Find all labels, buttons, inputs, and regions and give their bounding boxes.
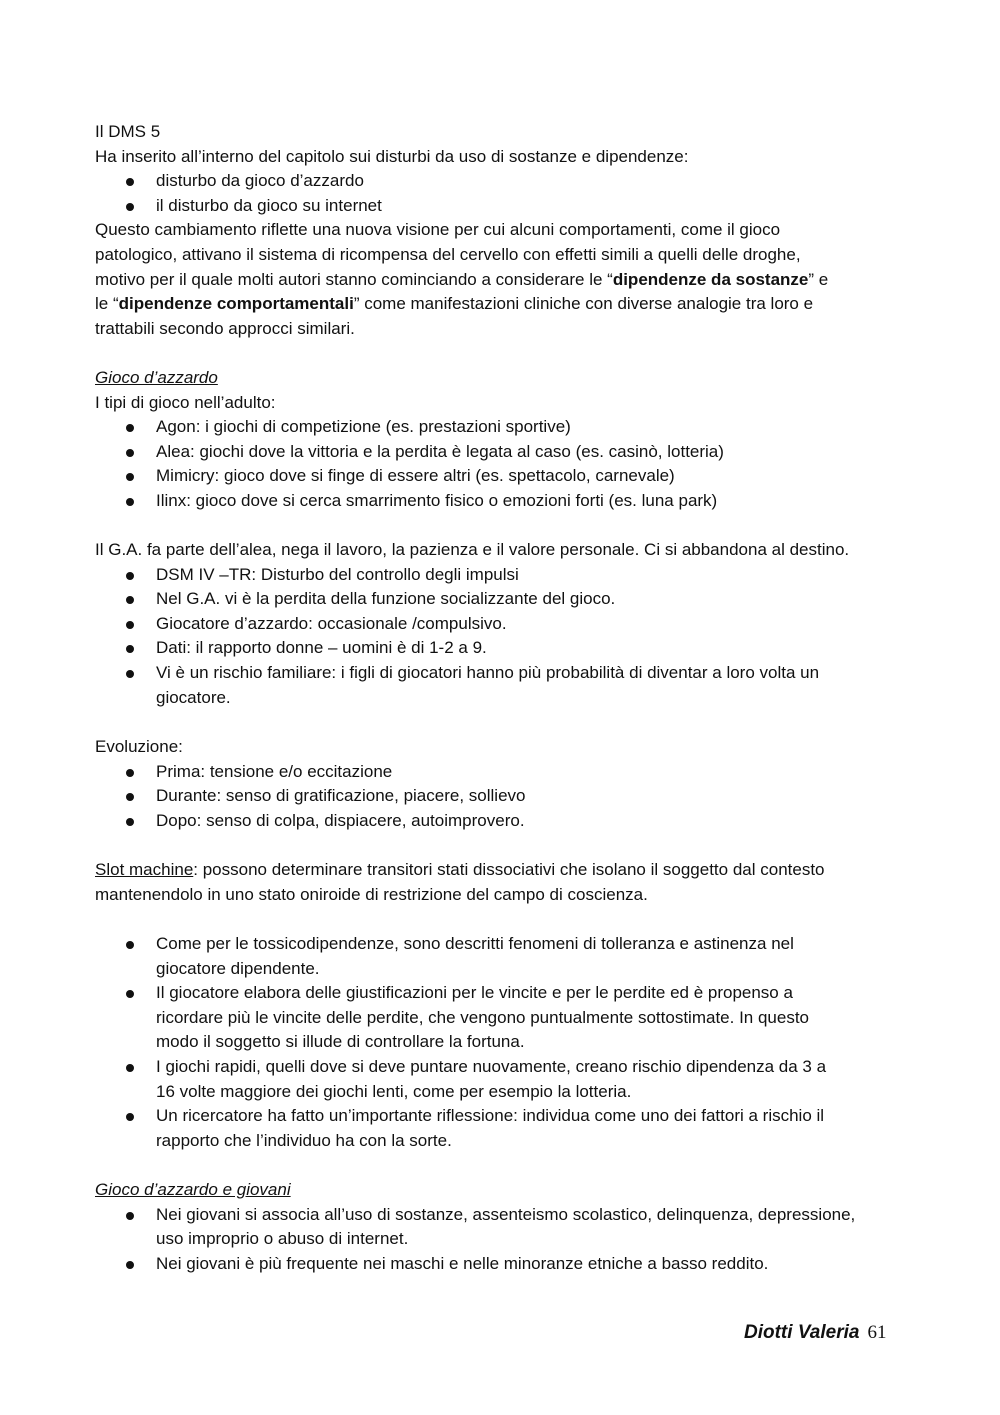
bullet-icon (126, 424, 134, 432)
list-item-continuation: modo il soggetto si illude di controllare la fortuna. (156, 1032, 525, 1052)
paragraph-line: patologico, attivano il sistema di ricompensa del cervello con effetti simili a quelli delle droghe, (95, 244, 801, 264)
list-item-continuation: ricordare più le vincite delle perdite, che vengono puntualmente sottostimate. In questo (156, 1007, 810, 1027)
section-giovani (95, 1178, 915, 1276)
list-item-continuation: giocatore. (156, 687, 231, 707)
bullet-icon (126, 818, 134, 826)
bullet-icon (126, 203, 134, 211)
paragraph-line: Il G.A. fa parte dell’alea, nega il lavoro, la pazienza e il valore personale. Ci si abbandona al destino. (95, 540, 850, 559)
section-evoluzione (95, 735, 915, 833)
list-item-continuation: uso improprio o abuso di internet. (156, 1229, 409, 1249)
bullet-icon (126, 621, 134, 629)
bullet-icon (126, 769, 134, 777)
list-item: Nei giovani è più frequente nei maschi e nelle minoranze etniche a basso reddito. (95, 1252, 915, 1277)
bullet-icon (126, 498, 134, 506)
list-item-continuation: 16 volte maggiore dei giochi lenti, come per esempio la lotteria. (156, 1081, 632, 1101)
bullet-icon (126, 596, 134, 604)
paragraph-line: mantenendolo in uno stato oniroide di restrizione del campo di coscienza. (95, 884, 648, 904)
author-name: Diotti Valeria (744, 1322, 860, 1343)
list-item: Ilinx: gioco dove si cerca smarrimento fisico o emozioni forti (es. luna park) (95, 489, 915, 514)
paragraph-line: le “dipendenze comportamentali” come manifestazioni cliniche con diverse analogie tra loro e (95, 294, 814, 314)
list-item: Un ricercatore ha fatto un’importante riflessione: individua come uno dei fattori a rischio il (95, 1104, 915, 1129)
bullet-icon (126, 1064, 134, 1072)
section-gioco-azzardo (95, 366, 915, 514)
list-item: Giocatore d’azzardo: occasionale /compulsivo. (95, 612, 915, 637)
slot-machine-label: Slot machine (95, 860, 194, 879)
bullet-icon (126, 572, 134, 580)
section-giocatore (95, 932, 915, 1153)
list-item: il disturbo da gioco su internet (95, 194, 915, 219)
bullet-icon (126, 645, 134, 653)
section-title: Il DMS 5 (95, 122, 161, 141)
list-item: Vi è un rischio familiare: i figli di giocatori hanno più probabilità di diventar a loro volta un (95, 661, 915, 686)
paragraph-line: trattabili secondo approcci similari. (95, 318, 355, 338)
paragraph-line: Slot machine: possono determinare transitori stati dissociativi che isolano il soggetto dal contesto (95, 860, 825, 879)
list-item: Agon: i giochi di competizione (es. prestazioni sportive) (95, 415, 915, 440)
bullet-icon (126, 178, 134, 186)
list-item: Dopo: senso di colpa, dispiacere, autoimprovero. (95, 809, 915, 834)
bullet-icon (126, 1212, 134, 1220)
section-heading: Gioco d’azzardo (95, 368, 218, 387)
paragraph-line: motivo per il quale molti autori stanno cominciando a considerare le “dipendenze da sostanze” e (95, 269, 829, 289)
list-item: I giochi rapidi, quelli dove si deve puntare nuovamente, creano rischio dipendenza da 3 a (95, 1055, 915, 1080)
list-item: Alea: giochi dove la vittoria e la perdita è legata al caso (es. casinò, lotteria) (95, 440, 915, 465)
list-item: Nei giovani si associa all’uso di sostanze, assenteismo scolastico, delinquenza, depressione, (95, 1203, 915, 1228)
list-item-continuation: giocatore dipendente. (156, 958, 320, 978)
paragraph-line: Questo cambiamento riflette una nuova visione per cui alcuni comportamenti, come il gioco (95, 220, 781, 240)
bullet-icon (126, 1261, 134, 1269)
section-heading: Gioco d’azzardo e giovani (95, 1180, 291, 1199)
bullet-icon (126, 941, 134, 949)
bullet-icon (126, 473, 134, 481)
bullet-icon (126, 990, 134, 998)
page-footer (744, 1322, 886, 1344)
paragraph-line: I tipi di gioco nell’adulto: (95, 392, 276, 412)
page-number: 61 (867, 1322, 887, 1343)
list-item: Durante: senso di gratificazione, piacere, sollievo (95, 784, 915, 809)
list-item: disturbo da gioco d’azzardo (95, 169, 915, 194)
section-ga (95, 538, 915, 710)
section-heading: Evoluzione: (95, 737, 183, 756)
list-item: Il giocatore elabora delle giustificazioni per le vincite e per le perdite ed è propenso a (95, 981, 915, 1006)
list-item: DSM IV –TR: Disturbo del controllo degli impulsi (95, 563, 915, 588)
bullet-icon (126, 449, 134, 457)
section-dsm5 (95, 120, 915, 341)
bullet-icon (126, 793, 134, 801)
section-slot-machine (95, 858, 915, 907)
bullet-icon (126, 1113, 134, 1121)
paragraph-line: Ha inserito all’interno del capitolo sui disturbi da uso di sostanze e dipendenze: (95, 146, 689, 166)
list-item: Mimicry: gioco dove si finge di essere altri (es. spettacolo, carnevale) (95, 464, 915, 489)
list-item: Dati: il rapporto donne – uomini è di 1-2 a 9. (95, 636, 915, 661)
list-item: Come per le tossicodipendenze, sono descritti fenomeni di tolleranza e astinenza nel (95, 932, 915, 957)
bullet-icon (126, 670, 134, 678)
list-item: Nel G.A. vi è la perdita della funzione socializzante del gioco. (95, 587, 915, 612)
list-item-continuation: rapporto che l’individuo ha con la sorte. (156, 1130, 452, 1150)
list-item: Prima: tensione e/o eccitazione (95, 760, 915, 785)
